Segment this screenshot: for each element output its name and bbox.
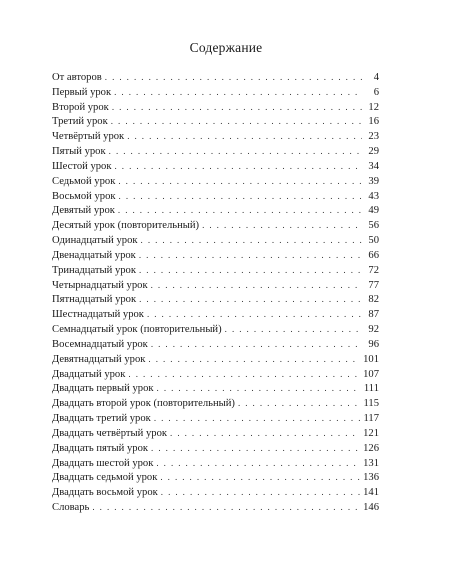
toc-dot-leader [139,263,362,278]
toc-entry-label: Двадцатый урок [52,368,126,380]
toc-entry[interactable] [52,144,379,159]
toc-page-number: 111 [363,383,379,395]
toc-dot-leader [128,367,360,382]
toc-entry[interactable] [52,85,379,100]
toc-entry[interactable] [52,263,379,278]
toc-entry-label: Двенадцатый урок [52,249,136,261]
toc-entry-label: Словарь [52,502,90,514]
toc-entry[interactable] [52,337,379,352]
toc-page-number: 23 [368,131,379,143]
toc-dot-leader [161,485,360,500]
toc-entry[interactable] [52,307,379,322]
toc-entry[interactable] [52,322,379,337]
toc-dot-leader [225,322,362,337]
toc-page-number: 117 [363,413,379,425]
toc-page-number: 66 [368,249,379,261]
toc-entry-label: От авторов [52,72,102,83]
toc-entry[interactable] [52,456,379,471]
toc-entry-label: Девятнадцатый урок [52,353,146,365]
toc-entry-label: Третий урок [52,116,108,128]
toc-entry-label: Одинадцатый урок [52,235,138,247]
toc-dot-leader [141,233,362,248]
toc-entry-label: Восемнадцатый урок [52,338,148,350]
toc-dot-leader [139,292,362,307]
toc-entry-label: Второй урок [52,101,109,113]
toc-entry[interactable] [52,441,379,456]
toc-entry[interactable] [52,292,379,307]
toc-entry-label: Двадцать третий урок [52,413,151,425]
toc-entry[interactable] [52,189,379,204]
toc-page-number: 96 [368,338,379,350]
toc-page-number: 4 [373,72,379,83]
toc-entry-label: Семнадцатый урок (повторительный) [52,324,222,336]
toc-entry[interactable] [52,396,379,411]
toc-entry[interactable] [52,159,379,174]
toc-entry-label: Восьмой урок [52,190,116,202]
toc-entry[interactable] [52,367,379,382]
toc-entry-label: Пятнадцатый урок [52,294,137,306]
toc-page-number: 43 [368,190,379,202]
toc-dot-leader [118,174,362,189]
toc-page-number: 146 [363,502,379,514]
toc-entry[interactable] [52,203,379,218]
toc-dot-leader [119,189,362,204]
toc-entry[interactable] [52,381,379,396]
toc-dot-leader [157,381,361,396]
toc-page-number: 141 [363,487,379,499]
toc-page-number: 82 [368,294,379,306]
toc-dot-leader [160,470,360,485]
toc-dot-leader [147,307,362,322]
toc-entry[interactable] [52,129,379,144]
toc-dot-leader [109,144,362,159]
toc-entry-label: Двадцать пятый урок [52,442,149,454]
toc-entry-label: Тринадцатый урок [52,264,136,276]
toc-page-number: 126 [363,442,379,454]
toc-dot-leader [238,396,361,411]
toc-page-number: 77 [368,279,379,291]
toc-dot-leader [154,411,361,426]
toc-dot-leader [151,337,362,352]
toc-entry-label: Седьмой урок [52,175,116,187]
toc-page-number: 131 [363,457,379,469]
toc-dot-leader [105,70,362,85]
toc-page-number: 49 [368,205,379,217]
toc-dot-leader [170,426,360,441]
toc-entry-label: Пятый урок [52,146,106,158]
toc-dot-leader [127,129,362,144]
toc-entry[interactable] [52,218,379,233]
toc-entry[interactable] [52,174,379,189]
toc-entry[interactable] [52,485,379,500]
toc-entry[interactable] [52,411,379,426]
toc-dot-leader [202,218,362,233]
toc-entry-label: Двадцать седьмой урок [52,472,158,484]
toc-entry-label: Четвёртый урок [52,131,125,143]
toc-page-number: 92 [368,324,379,336]
toc-page-number: 101 [363,353,379,365]
toc-entry[interactable] [52,352,379,367]
table-of-contents [52,70,379,515]
toc-dot-leader [151,278,362,293]
toc-entry-label: Двадцать восьмой урок [52,487,158,499]
toc-entry-label: Четырнадцатый урок [52,279,148,291]
toc-entry[interactable] [52,470,379,485]
toc-page-number: 72 [368,264,379,276]
toc-entry[interactable] [52,426,379,441]
toc-entry-label: Шестнадцатый урок [52,309,144,321]
toc-dot-leader [151,441,360,456]
toc-entry-label: Шестой урок [52,160,112,172]
toc-page-number: 34 [368,160,379,172]
toc-entry[interactable] [52,114,379,129]
toc-entry-label: Двадцать первый урок [52,383,154,395]
toc-entry-label: Первый урок [52,86,112,98]
toc-dot-leader [156,456,360,471]
toc-page-number: 50 [368,235,379,247]
toc-dot-leader [114,85,362,100]
toc-dot-leader [115,159,363,174]
toc-dot-leader [148,352,360,367]
toc-page-number: 107 [363,368,379,380]
toc-dot-leader [118,203,362,218]
toc-entry-label: Двадцать второй урок (повторительный) [52,398,235,410]
toc-page-number: 115 [363,398,379,410]
toc-entry-label: Двадцать шестой урок [52,457,154,469]
toc-dot-leader [92,500,360,515]
toc-page-number: 87 [368,309,379,321]
toc-entry[interactable] [52,70,379,85]
toc-entry[interactable] [52,500,379,515]
toc-entry[interactable] [52,100,379,115]
toc-page-number: 12 [368,101,379,113]
toc-page-number: 6 [373,86,379,98]
toc-page-number: 39 [368,175,379,187]
toc-entry[interactable] [52,233,379,248]
page-title: Содержание [189,40,263,55]
toc-dot-leader [112,100,362,115]
toc-page-number: 121 [363,427,379,439]
toc-entry[interactable] [52,278,379,293]
toc-entry-label: Двадцать четвёртый урок [52,427,168,439]
toc-entry-label: Десятый урок (повторительный) [52,220,200,232]
toc-dot-leader [111,114,362,129]
toc-entry[interactable] [52,248,379,263]
toc-dot-leader [139,248,362,263]
toc-entry-label: Девятый урок [52,205,115,217]
toc-page-number: 136 [363,472,379,484]
toc-page-number: 56 [368,220,379,232]
toc-page-number: 29 [368,146,379,158]
toc-page-number: 16 [368,116,379,128]
